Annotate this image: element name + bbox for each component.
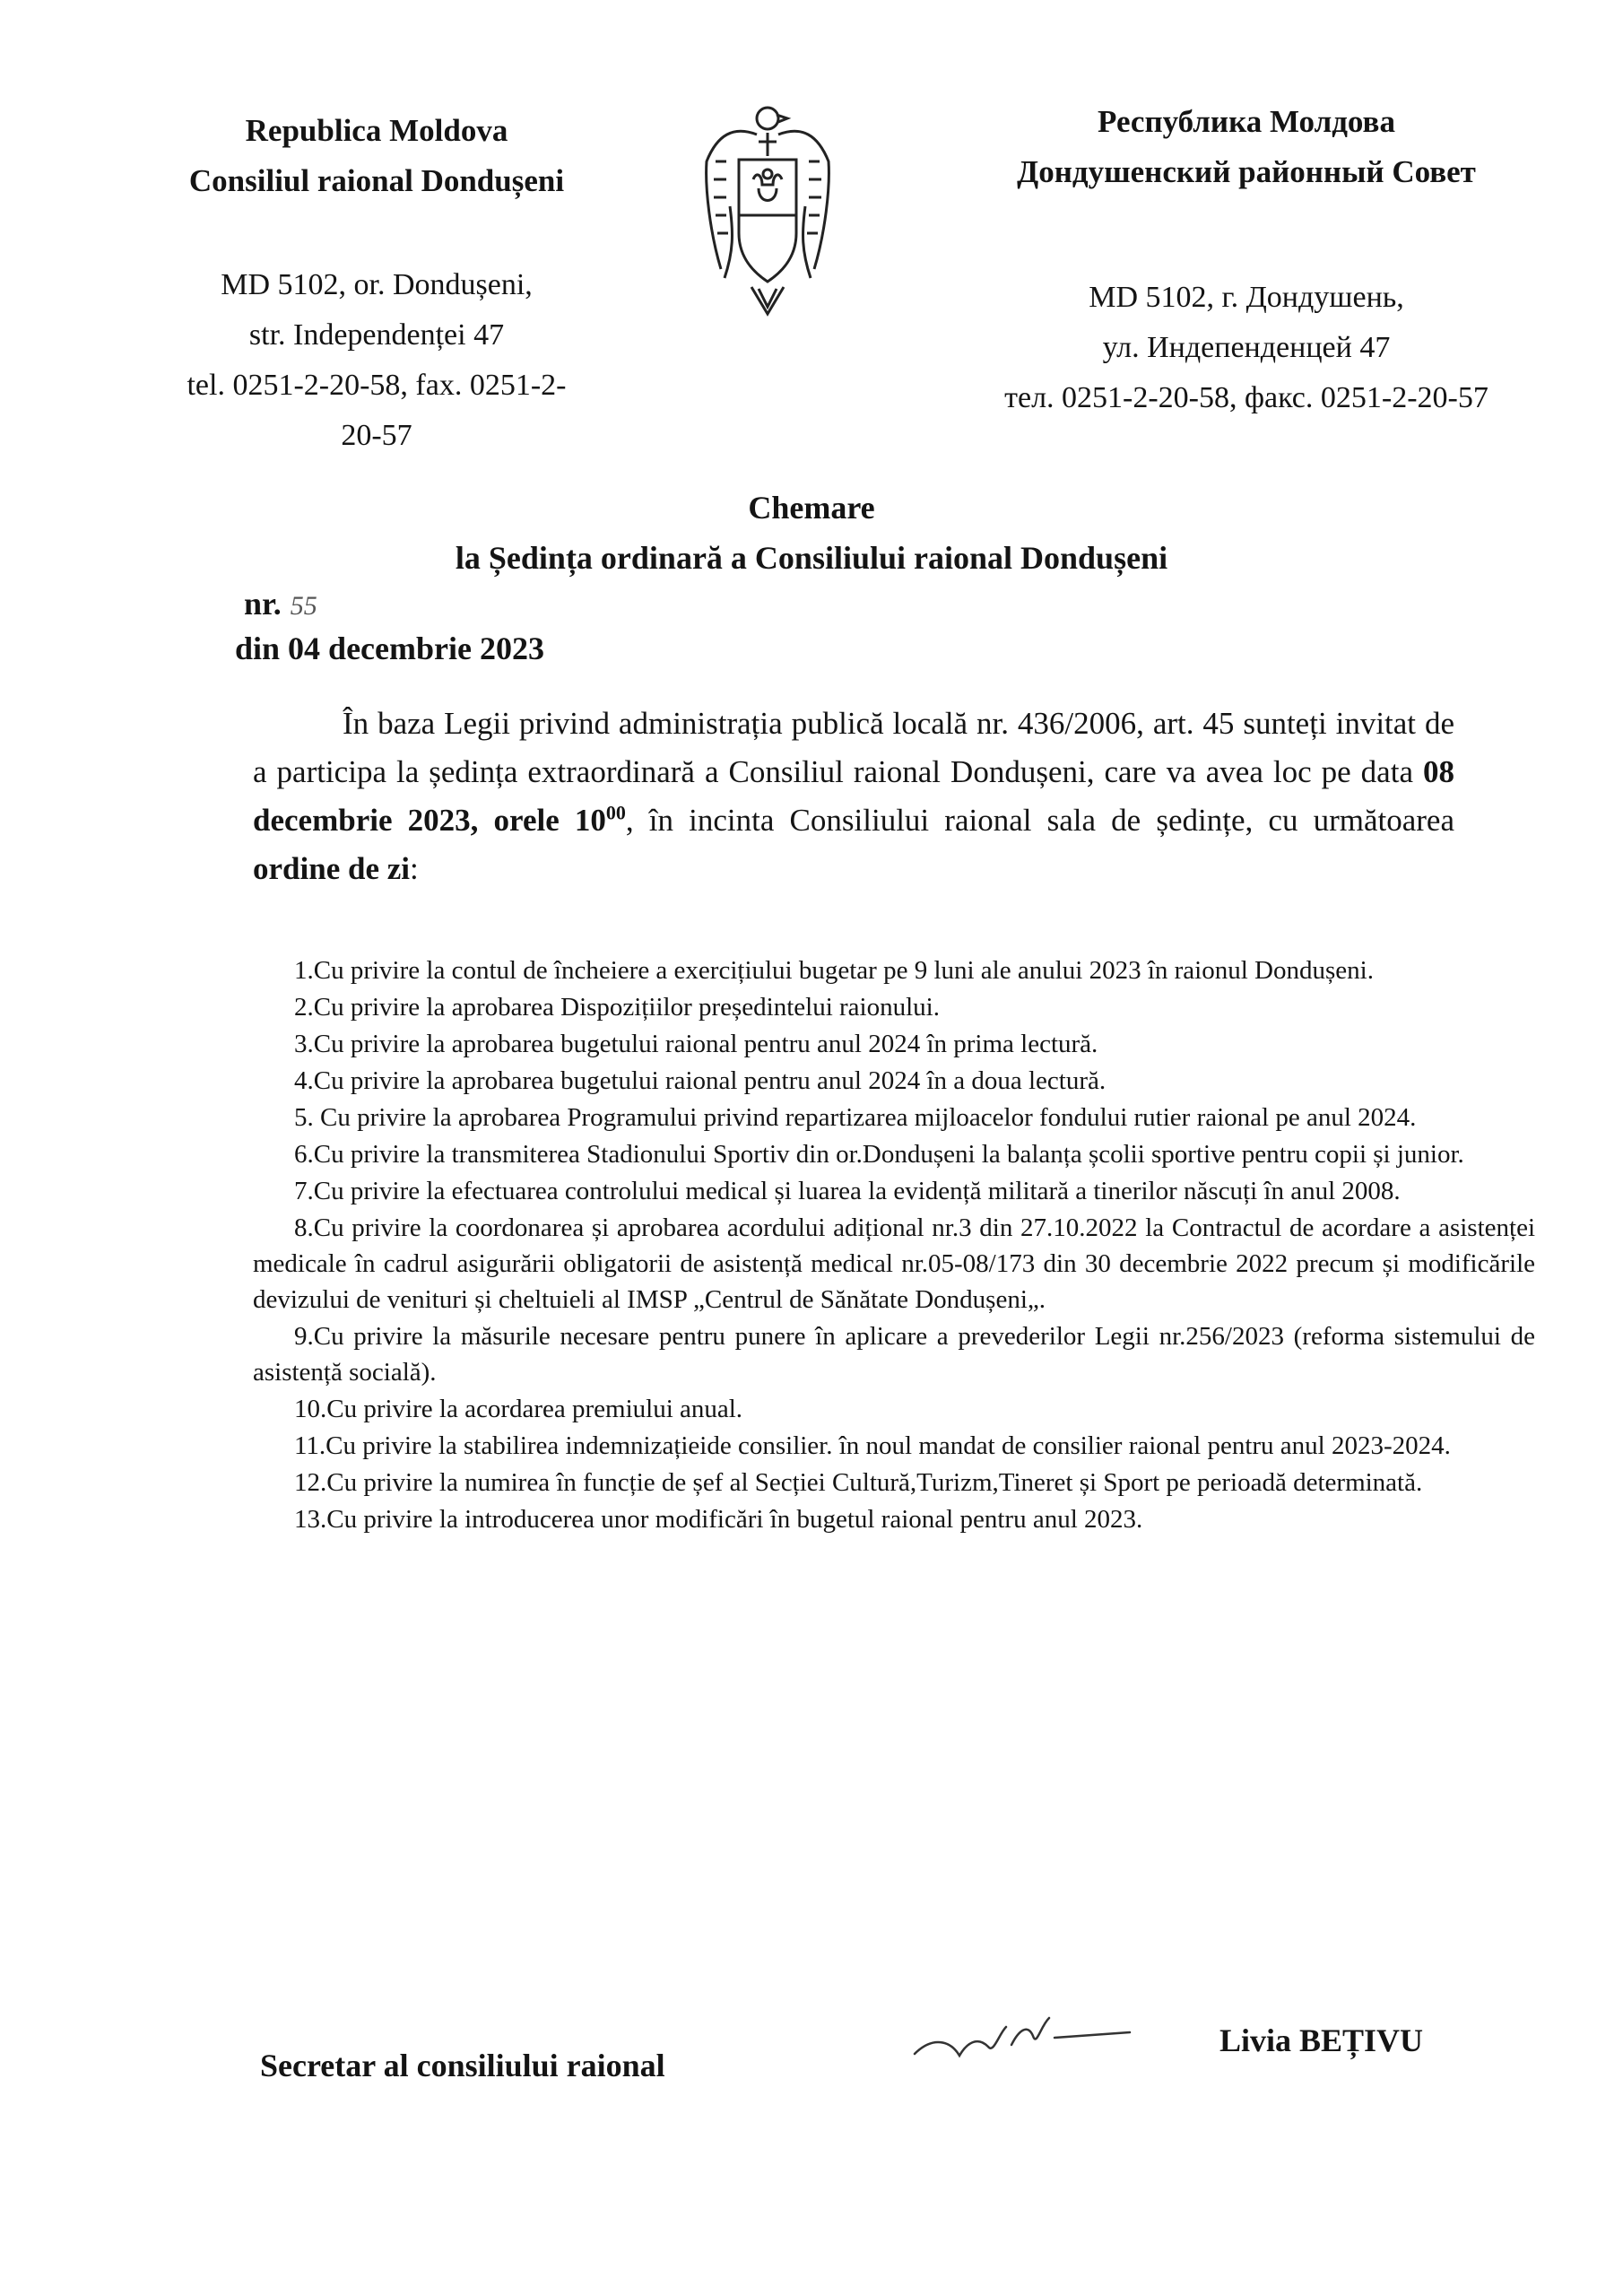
list-item: 5. Cu privire la aprobarea Programului privind repartizarea mijloacelor fondului rutier raional pe anul 2024. — [294, 1103, 1417, 1132]
title-line-2: la Ședința ordinară a Consiliului raional Dondușeni — [455, 540, 1168, 576]
header-council-ru: Дондушенский районный Совет — [1017, 154, 1476, 189]
number-value: 55 — [290, 591, 317, 621]
handwritten-signature-icon — [906, 1991, 1139, 2090]
signatory-name: Livia BEȚIVU — [1219, 2022, 1424, 2058]
list-item: 9.Cu privire la măsurile necesare pentru punere în aplicare a prevederilor Legii nr.256/2023 (reforma sistemului de asistență socială). — [253, 1322, 1535, 1387]
title-line-1: Chemare — [748, 490, 875, 526]
document-title — [0, 483, 1623, 583]
signatory-title: Secretar al consiliului raional — [260, 2048, 665, 2083]
document-date: din 04 decembrie 2023 — [235, 631, 544, 666]
agenda-list — [253, 952, 1535, 1538]
list-item: 10.Cu privire la acordarea premiului anual. — [294, 1395, 743, 1423]
header-romanian — [135, 106, 619, 461]
header-country-ro: Republica Moldova — [245, 113, 508, 148]
header-address-ru — [942, 273, 1551, 423]
intro-paragraph: În baza Legii privind administrația publică locală nr. 436/2006, art. 45 sunteți invitat de a participa la ședința extraordinară a Consiliul raional Dondușeni, care va avea loc pe data 08 decembrie 2023, orele $10^{00}$, în incinta Consiliului raional sala de ședințe, cu următoarea ordine de zi: — [253, 706, 1454, 886]
address-line: тел. 0251-2-20-58, факс. 0251-2-20-57 — [1004, 381, 1488, 414]
address-line: 20-57 — [341, 419, 412, 452]
meeting-datetime: 08 decembrie 2023, orele 10 — [253, 754, 1454, 838]
address-line: ул. Индепенденцей 47 — [1102, 331, 1391, 364]
list-item: 8.Cu privire la coordonarea și aprobarea acordului adițional nr.3 din 27.10.2022 la Contractul de acordare a asistenței medicale în cadrul asigurării obligatorii de asistență medical nr.05-08/173 din 30 decembrie 2022 precum și modificările devizului de venituri și cheltuieli al IMSP „Centrul de Sănătate Dondușeni„. — [253, 1213, 1535, 1314]
address-line: tel. 0251-2-20-58, fax. 0251-2- — [187, 369, 567, 402]
header-russian — [942, 97, 1551, 423]
list-item: 3.Cu privire la aprobarea bugetului raional pentru anul 2024 în prima lectură. — [294, 1030, 1098, 1058]
moldova-coat-of-arms-icon — [698, 99, 838, 323]
list-item: 13.Cu privire la introducerea unor modificări în bugetul raional pentru anul 2023. — [294, 1505, 1143, 1534]
address-line: MD 5102, г. Дондушень, — [1089, 281, 1404, 314]
list-item: 1.Cu privire la contul de încheiere a exercițiului bugetar pe 9 luni ale anului 2023 în raionul Dondușeni. — [294, 956, 1374, 985]
list-item: 2.Cu privire la aprobarea Dispozițiilor președintelui raionului. — [294, 993, 940, 1022]
list-item: 12.Cu privire la numirea în funcție de șef al Secției Cultură,Turizm,Tineret și Sport pe perioadă determinată. — [294, 1468, 1423, 1497]
number-label: nr. — [244, 586, 282, 622]
list-item: 11.Cu privire la stabilirea indemnizațieide consilier. în noul mandat de consilier raional pentru anul 2023-2024. — [294, 1431, 1451, 1460]
list-item: 7.Cu privire la efectuarea controlului medical și luarea la evidență militară a tinerilor născuți în anul 2008. — [294, 1177, 1401, 1205]
document-number — [244, 581, 317, 629]
header-country-ru: Республика Молдова — [1098, 104, 1395, 139]
list-item: 4.Cu privire la aprobarea bugetului raional pentru anul 2024 în a doua lectură. — [294, 1066, 1107, 1095]
agenda-heading: ordine de zi — [253, 851, 410, 886]
list-item: 6.Cu privire la transmiterea Stadionului Sportiv din or.Dondușeni la balanța școlii sportive pentru copii și junior. — [294, 1140, 1464, 1169]
header-council-ro: Consiliul raional Dondușeni — [188, 163, 565, 198]
address-line: MD 5102, or. Dondușeni, — [221, 268, 533, 301]
address-line: str. Independenței 47 — [248, 318, 505, 352]
header-address-ro — [135, 260, 619, 461]
